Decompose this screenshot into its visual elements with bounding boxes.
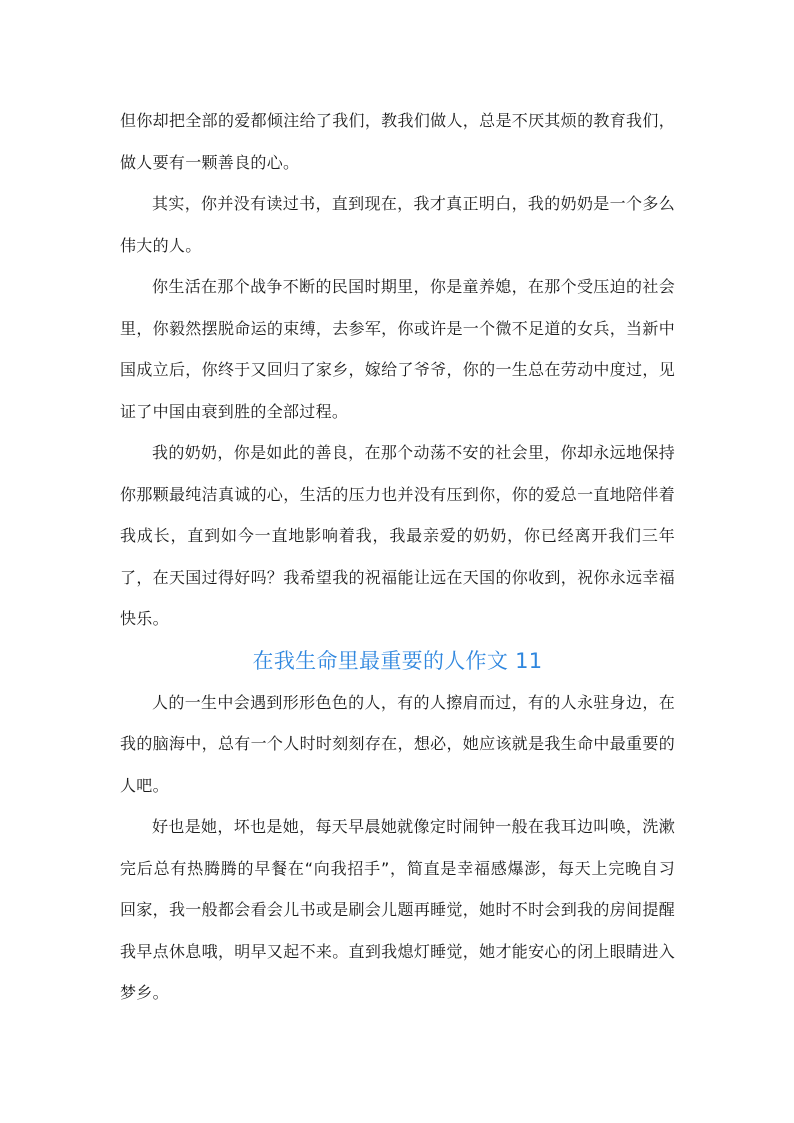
paragraph-continuation: 但你却把全部的爱都倾注给了我们，教我们做人，总是不厌其烦的教育我们，做人要有一颗善良的心。 bbox=[120, 111, 675, 172]
paragraph: 好也是她，坏也是她，每天早晨她就像定时闹钟一般在我耳边叫唤，洗漱完后总有热腾腾的早餐在“向我招手”，简直是幸福感爆澎，每天上完晚自习回家，我一般都会看会儿书或是刷会儿题再睡觉，她时不时会到我的房间提醒我早点休息哦，明早又起不来。直到我熄灯睡觉，她才能安心的闭上眼睛进入梦乡。 bbox=[120, 817, 675, 1002]
paragraph: 我的奶奶，你是如此的善良，在那个动荡不安的社会里，你却永远地保持你那颗最纯洁真诚的心，生活的压力也并没有压到你，你的爱总一直地陪伴着我成长，直到如今一直地影响着我，我最亲爱的奶奶，你已经离开我们三年了，在天国过得好吗？我希望我的祝福能让远在天国的你收到，祝你永远幸福快乐。 bbox=[120, 443, 675, 628]
section-title: 在我生命里最重要的人作文 11 bbox=[252, 648, 543, 673]
paragraph: 你生活在那个战争不断的民国时期里，你是童养媳，在那个受压迫的社会里，你毅然摆脱命运的束缚，去参军，你或许是一个微不足道的女兵，当新中国成立后，你终于又回归了家乡，嫁给了爷爷，你的一生总在劳动中度过，见证了中国由衰到胜的全部过程。 bbox=[120, 277, 675, 421]
paragraph: 人的一生中会遇到形形色色的人，有的人擦肩而过，有的人永驻身边，在我的脑海中，总有一个人时时刻刻存在，想必，她应该就是我生命中最重要的人吧。 bbox=[120, 692, 675, 795]
document-page bbox=[120, 100, 675, 1014]
paragraph: 其实，你并没有读过书，直到现在，我才真正明白，我的奶奶是一个多么伟大的人。 bbox=[120, 194, 675, 255]
